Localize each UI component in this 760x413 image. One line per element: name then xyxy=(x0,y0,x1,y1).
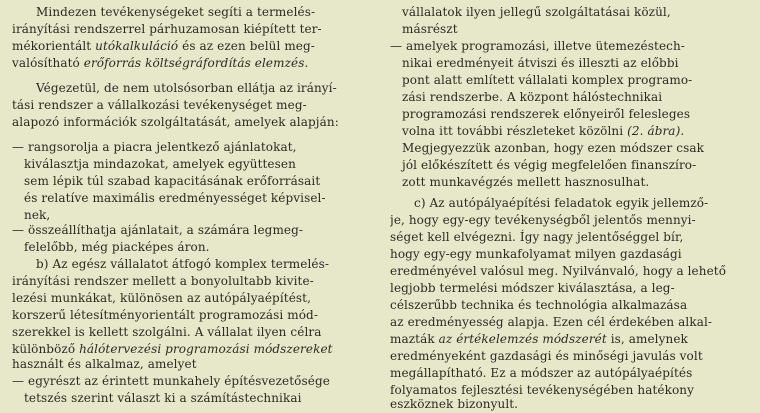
text-segment: hogy egy-egy munkafolyamat milyen gazdasági xyxy=(390,247,682,261)
text-line xyxy=(12,139,374,156)
text-segment: eredményeként gazdasági és minőségi javulás volt xyxy=(390,349,703,363)
text-segment: eredményével valósul meg. Nyilvánvaló, hogy a lehető xyxy=(390,264,727,278)
text-segment: tetszés szerint választ ki a számítástechnikai xyxy=(24,391,302,405)
text-segment: — összeállíthatja ajánlatait, a számára legmeg- xyxy=(12,223,304,237)
text-line xyxy=(390,21,748,38)
text-line xyxy=(390,365,748,382)
text-segment: valósítható xyxy=(12,56,84,70)
text-line xyxy=(12,4,374,21)
text-segment: célszerűbb technika és technológia alkalmazása xyxy=(390,298,688,312)
text-line xyxy=(390,157,748,174)
text-segment: mazták xyxy=(390,332,439,346)
text-segment: zott munkavégzés mellett hasznosulhat. xyxy=(402,175,650,189)
text-segment: Végezetül, de nem utolsósorban ellátja az irányí- xyxy=(36,81,337,95)
text-line xyxy=(12,239,374,256)
text-line xyxy=(390,106,748,123)
text-segment: Mindezen tevékenységeket segíti a termelés- xyxy=(36,5,316,19)
text-line xyxy=(12,80,374,97)
text-segment: alapozó információk szolgáltatását, amelyek alapján: xyxy=(12,115,339,129)
text-line xyxy=(12,190,374,207)
text-line xyxy=(12,114,374,131)
text-segment: és az ezen belül meg- xyxy=(178,39,315,53)
text-line xyxy=(12,307,374,324)
text-line xyxy=(390,195,748,212)
text-segment: folyamatos fejlesztési tevékenységében hatékony xyxy=(390,383,694,397)
text-segment: — rangsorolja a piacra jelentkező ajánlatokat, xyxy=(12,140,297,154)
text-line xyxy=(12,222,374,239)
text-line xyxy=(390,55,748,72)
text-line xyxy=(390,331,748,348)
text-line xyxy=(390,212,748,229)
text-segment: lezési munkákat, különösen az autópályaépítést, xyxy=(12,291,311,305)
text-segment: irányítási rendszerrel párhuzamosan kiépített ter- xyxy=(12,22,322,36)
text-line xyxy=(12,256,374,273)
text-line xyxy=(390,246,748,263)
italic-text: erőforrás költségráfordítás elemzés. xyxy=(83,56,309,70)
text-segment: c) Az autópályaépítési feladatok egyik jellemző- xyxy=(414,196,709,210)
text-segment: — amelyek programozási, illetve ütemezéstech- xyxy=(390,39,685,53)
text-line xyxy=(390,314,748,331)
text-segment: séget kell elvégezni. Így nagy jelentőséggel bír, xyxy=(390,230,684,244)
text-segment: az eredményesség alapja. Ezen cél érdekében alkal- xyxy=(390,315,713,329)
text-segment: nek, xyxy=(24,208,51,222)
text-segment: legjobb termelési módszer kiválasztása, a leg- xyxy=(390,281,675,295)
text-segment: nikai eredményeit átviszi és illeszti az előbbi xyxy=(402,56,679,70)
text-segment: volna itt további részleteket közölni xyxy=(402,124,628,138)
text-segment: különböző xyxy=(12,342,80,356)
text-segment: tási rendszer a vállalkozási tevékenységet meg- xyxy=(12,98,307,112)
text-line xyxy=(390,396,748,413)
text-segment: szerekkel is kellett szolgálni. A vállalat ilyen célra xyxy=(12,325,322,339)
text-segment: irányítási rendszer mellett a bonyolultabb kivite- xyxy=(12,274,314,288)
text-line xyxy=(12,55,374,72)
text-segment: mékorientált xyxy=(12,39,96,53)
text-segment: — egyrészt az érintett munkahely építésvezetősége xyxy=(12,374,330,388)
text-segment: eszköznek bizonyult. xyxy=(390,397,519,411)
text-line xyxy=(12,356,374,373)
text-line xyxy=(390,229,748,246)
text-line xyxy=(12,273,374,290)
text-segment: vállalatok ilyen jellegű szolgáltatásai közül, xyxy=(402,5,671,19)
text-line xyxy=(12,38,374,55)
text-segment: használt és alkalmaz, amelyet xyxy=(12,357,197,371)
text-line xyxy=(12,324,374,341)
italic-text: hálótervezési programozási módszereket xyxy=(79,342,333,356)
text-segment: zási rendszerbe. A központ hálóstechnikai xyxy=(402,90,663,104)
text-segment: megállapítható. Ez a módszer az autópályaépítés xyxy=(390,366,693,380)
text-line xyxy=(390,263,748,280)
italic-text: az értékelemzés módszerét xyxy=(438,332,607,346)
text-line xyxy=(390,348,748,365)
text-line xyxy=(12,373,374,390)
text-segment: másrészt xyxy=(402,22,458,36)
text-segment: felelőbb, még piacképes áron. xyxy=(24,240,210,254)
text-segment: és relatíve maximális eredményességet képvisel- xyxy=(24,191,326,205)
text-line xyxy=(12,173,374,190)
text-line xyxy=(390,280,748,297)
text-segment: pont alatt említett vállalati komplex programo- xyxy=(402,73,693,87)
text-segment: jól előkészített és végig megfelelően finanszíro- xyxy=(402,158,697,172)
text-segment: is, amelynek xyxy=(606,332,688,346)
text-line xyxy=(390,140,748,157)
italic-text: (2. ábra). xyxy=(627,124,685,138)
text-segment: kiválasztja mindazokat, amelyek együttesen xyxy=(24,157,296,171)
text-line xyxy=(12,97,374,114)
text-line xyxy=(12,156,374,173)
text-segment: korszerű létesítményorientált programozási mód- xyxy=(12,308,318,322)
text-line xyxy=(390,89,748,106)
text-segment: programozási rendszerek előnyeiről felesleges xyxy=(402,107,691,121)
italic-text: utókalkuláció xyxy=(95,39,179,53)
text-line xyxy=(390,72,748,89)
text-segment: b) Az egész vállalatot átfogó komplex termelés- xyxy=(36,257,330,271)
text-line xyxy=(390,297,748,314)
text-line xyxy=(12,390,374,407)
text-segment: sem lépik túl szabad kapacitásának erőforrásait xyxy=(24,174,321,188)
text-segment: Megjegyezzük azonban, hogy ezen módszer csak xyxy=(402,141,704,155)
text-line xyxy=(12,21,374,38)
text-line xyxy=(390,174,748,191)
text-line xyxy=(390,123,748,140)
text-line xyxy=(12,290,374,307)
text-line xyxy=(390,38,748,55)
text-segment: je, hogy egy-egy tevékenységből jelentős mennyi- xyxy=(390,213,696,227)
text-line xyxy=(390,4,748,21)
